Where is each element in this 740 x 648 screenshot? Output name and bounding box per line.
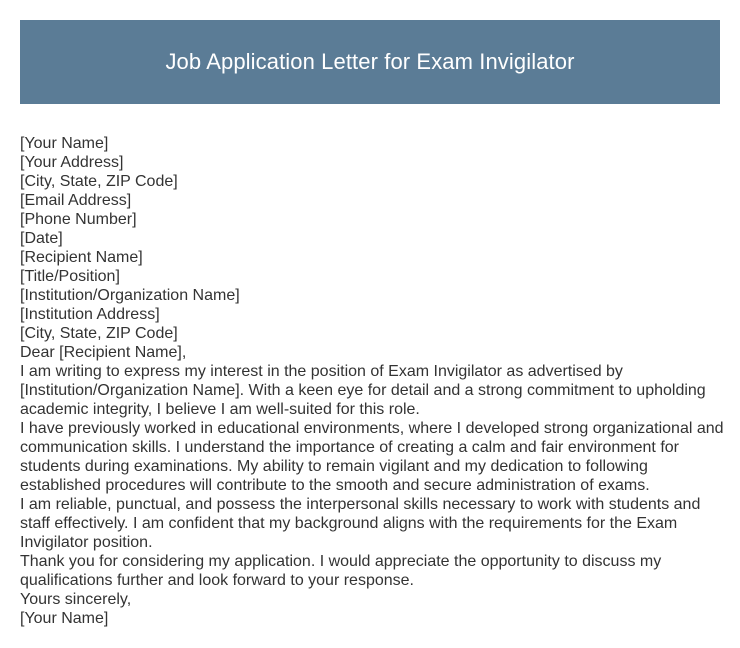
letter-paragraph-thanks: Thank you for considering my application. I would appreciate the opportunity to discuss my qualifications further and look forward to your response. — [20, 553, 662, 589]
page-title: Job Application Letter for Exam Invigilator — [165, 49, 575, 74]
recipient-address: [Institution Address] — [20, 306, 160, 323]
closing: Yours sincerely, — [20, 591, 132, 608]
sender-address: [Your Address] — [20, 154, 124, 171]
letter-paragraph-qualities: I am reliable, punctual, and possess the interpersonal skills necessary to work with students and staff effectively. I am confident that my background aligns with the requirements for the Exam Invigilator position. — [20, 496, 701, 551]
recipient-city-state-zip: [City, State, ZIP Code] — [20, 325, 178, 342]
salutation: Dear [Recipient Name], — [20, 344, 187, 361]
signature: [Your Name] — [20, 610, 109, 627]
recipient-organization: [Institution/Organization Name] — [20, 287, 240, 304]
sender-name: [Your Name] — [20, 135, 109, 152]
sender-city-state-zip: [City, State, ZIP Code] — [20, 173, 178, 190]
sender-phone: [Phone Number] — [20, 211, 137, 228]
recipient-title: [Title/Position] — [20, 268, 120, 285]
letter-paragraph-experience: I have previously worked in educational environments, where I developed strong organizational and communication skills. I understand the importance of creating a calm and fair environment for students during examinations. My ability to remain vigilant and my dedication to following established procedures will contribute to the smooth and secure administration of exams. — [20, 420, 724, 494]
recipient-name: [Recipient Name] — [20, 249, 143, 266]
sender-email: [Email Address] — [20, 192, 132, 209]
letter-date: [Date] — [20, 230, 63, 247]
header-banner — [20, 20, 720, 104]
letter-paragraph-intro: I am writing to express my interest in the position of Exam Invigilator as advertised by [Institution/Organization Name]. With a keen eye for detail and a strong commitment to upholding academic integrity, I believe I am well-suited for this role. — [20, 363, 706, 418]
letter-body — [20, 134, 725, 628]
